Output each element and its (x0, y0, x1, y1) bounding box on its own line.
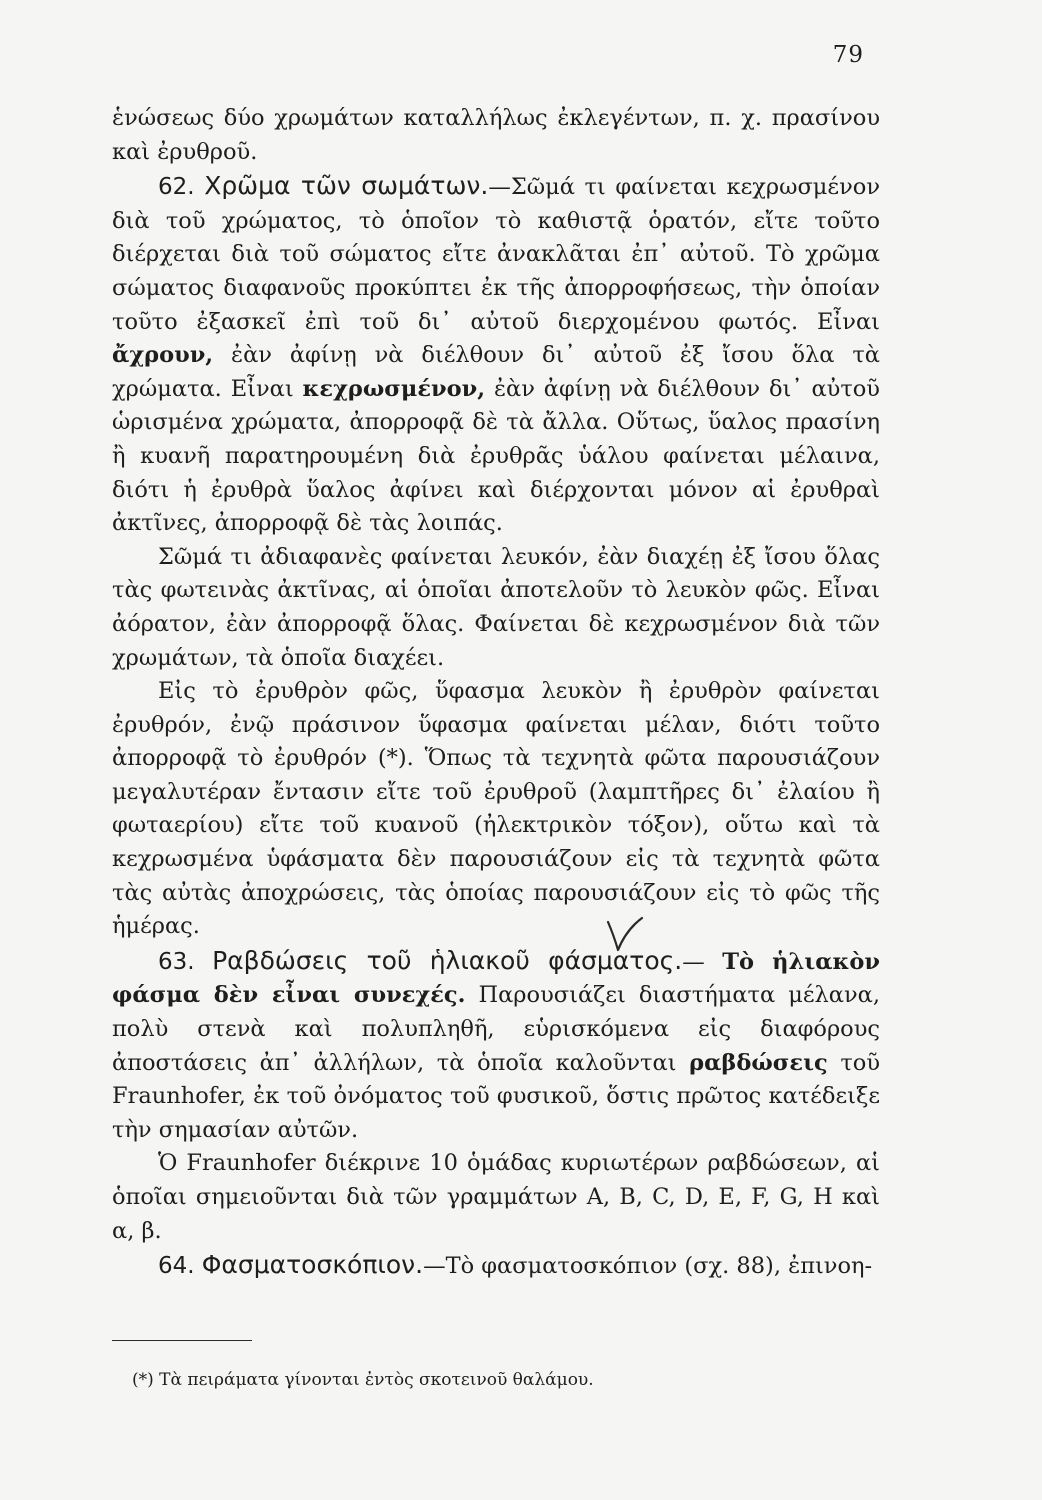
page-number: 79 (832, 42, 864, 68)
section-63-bold-lead: Τὸ ἡλιακὸν φάσμα δὲν εἶναι συνεχές. (112, 948, 880, 1009)
section-64-title: Φασματοσκόπιον. (201, 1250, 424, 1280)
check-mark-icon (604, 916, 644, 954)
section-63-text-a: Παρουσιάζει διαστήματα μέλανα, πολὺ στενὰ καὶ πολυπληθῆ, εὑρισκόμενα εἰς διαφόρους ἀποστάσεις ἀπ᾽ ἀλλήλων, τὰ ὁποῖα καλοῦνται (112, 982, 880, 1076)
section-62-paragraph-2: Σῶμά τι ἀδιαφανὲς φαίνεται λευκόν, ἐὰν διαχέῃ ἐξ ἴσου ὅλας τὰς φωτεινὰς ἀκτῖνας, αἱ ὁποῖαι ἀποτελοῦν τὸ λευκὸν φῶς. Εἶναι ἀόρατον, ἐὰν ἀπορροφᾷ ὅλας. Φαίνεται δὲ κεχρωσμένον διὰ τῶν χρωμάτων, τὰ ὁποῖα διαχέει. (112, 543, 880, 671)
term-rabdoseis: ραβδώσεις (689, 1049, 828, 1076)
body-text (112, 102, 880, 1284)
intro-paragraph: ἑνώσεως δύο χρωμάτων καταλλήλως ἐκλεγέντων, π. χ. πρασίνου καὶ ἐρυθροῦ. (112, 105, 880, 165)
section-64-text: Τὸ φασματοσκόπιον (σχ. 88), ἐπινοη- (445, 1253, 873, 1280)
section-62-dash: — (488, 174, 511, 201)
section-62-paragraph-3: Εἰς τὸ ἐρυθρὸν φῶς, ὕφασμα λευκὸν ἢ ἐρυθρὸν φαίνεται ἐρυθρόν, ἐνῷ πράσινον ὕφασμα φαίνεται μέλαν, διότι τοῦτο ἀπορροφᾷ τὸ ἐρυθρόν (*). Ὅπως τὰ τεχνητὰ φῶτα παρουσιάζουν μεγαλυτέραν ἔντασιν εἴτε τοῦ ἐρυθροῦ (λαμπτῆρες δι᾽ ἐλαίου ἢ φωταερίου) εἴτε τοῦ κυανοῦ (ἠλεκτρικὸν τόξον), οὕτω καὶ τὰ κεχρωσμένα ὑφάσματα δὲν παρουσιάζουν εἰς τὰ τεχνητὰ φῶτα τὰς αὐτὰς ἀποχρώσεις, τὰς ὁποίας παρουσιάζουν εἰς τὸ φῶς τῆς ἡμέρας. (112, 678, 880, 940)
section-62-text-a: Σῶμά τι φαίνεται κεχρωσμένον διὰ τοῦ χρώματος, τὸ ὁποῖον τὸ καθιστᾷ ὁρατόν, εἴτε τοῦτο διέρχεται διὰ τοῦ σώματος εἴτε ἀνακλᾶται ἐπ᾽ αὐτοῦ. Τὸ χρῶμα σώματος διαφανοῦς προκύπτει ἐκ τῆς ἀπορροφήσεως, τὴν ὁποίαν τοῦτο ἐξασκεῖ ἐπὶ τοῦ δι᾽ αὐτοῦ διερχομένου φωτός. Εἶναι (112, 174, 880, 335)
section-63-paragraph (112, 944, 880, 1148)
section-62-text-d: ἐὰν ἀφίνῃ νὰ διέλθουν δι᾽ αὐτοῦ ὡρισμένα χρώματα, ἀπορροφᾷ δὲ τὰ ἄλλα. Οὕτως, ὕαλος πρασίνη ἢ κυανῆ παρατηρουμένη διὰ ἐρυθρᾶς ὑάλου φαίνεται μέλαινα, διότι ἡ ἐρυθρὰ ὕαλος ἀφίνει καὶ διέρχονται μόνον αἱ ἐρυθραὶ ἀκτῖνες, ἀπορροφᾷ δὲ τὰς λοιπάς. (112, 375, 880, 537)
term-kechrosmenon: κεχρωσμένον, (302, 375, 486, 402)
section-63-dash: — (682, 948, 705, 975)
section-64-paragraph (112, 1248, 880, 1284)
section-62-text-c: ἐὰν ἀφίνῃ νὰ διέλθουν δι᾽ αὐτοῦ ἐξ ἴσου ὅλα τὰ χρώματα. Εἶναι (112, 342, 880, 402)
section-64-number: 64. (158, 1253, 195, 1280)
section-62-number: 62. (158, 174, 195, 201)
term-achroun: ἄχρουν, (112, 342, 214, 369)
section-63-paragraph-2: Ὁ Fraunhofer διέκρινε 10 ὁμάδας κυριωτέρων ραβδώσεων, αἱ ὁποῖαι σημειοῦνται διὰ τῶν γραμμάτων A, B, C, D, E, F, G, H καὶ α, β. (112, 1150, 880, 1244)
section-64-dash: — (423, 1253, 446, 1280)
footnote-rule (112, 1340, 252, 1341)
section-63-title: Ραβδώσεις τοῦ ἡλιακοῦ φάσματος. (212, 945, 683, 975)
section-63-number: 63. (158, 948, 195, 975)
footnote: (*) Τὰ πειράματα γίνονται ἐντὸς σκοτεινοῦ θαλάμου. (132, 1370, 594, 1390)
section-63-text-b: τοῦ Fraunhofer, ἐκ τοῦ ὀνόματος τοῦ φυσικοῦ, ὅστις πρῶτος κατέδειξε τὴν σημασίαν αὐτῶν. (112, 1049, 880, 1143)
section-62-title: Χρῶμα τῶν σωμάτων. (204, 171, 489, 201)
section-62-paragraph (112, 169, 880, 541)
